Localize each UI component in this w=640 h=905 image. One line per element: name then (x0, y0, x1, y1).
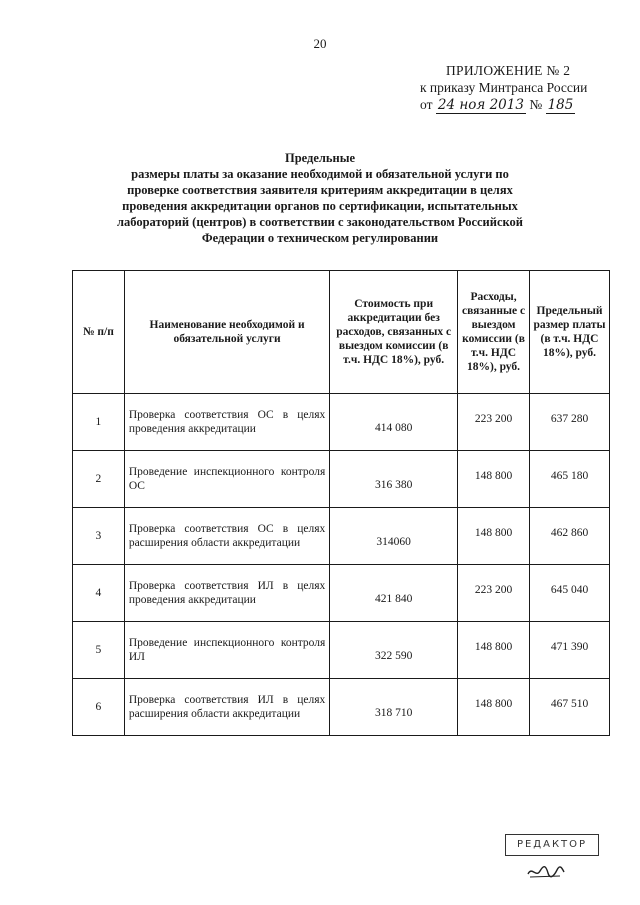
service-name: Проверка соответствия ОС в целях проведения аккредитации (124, 394, 329, 451)
service-name: Проведение инспекционного контроля ОС (124, 451, 329, 508)
travel-value: 148 800 (458, 451, 530, 508)
header-number: № п/п (73, 271, 125, 394)
service-name: Проверка соответствия ОС в целях расширения области аккредитации (124, 508, 329, 565)
service-name: Проведение инспекционного контроля ИЛ (124, 622, 329, 679)
total-value: 471 390 (530, 622, 610, 679)
heading-line: размеры платы за оказание необходимой и обязательной услуги по (131, 167, 509, 181)
total-value: 462 860 (530, 508, 610, 565)
row-number: 5 (73, 622, 125, 679)
editor-stamp: РЕДАКТОР (505, 834, 599, 856)
heading-line: проверке соответствия заявителя критериям аккредитации в целях (127, 183, 513, 197)
header-max-fee: Предельный размер платы (в т.ч. НДС 18%), руб. (530, 271, 610, 394)
heading-line: лабораторий (центров) в соответствии с законодательством Российской (117, 215, 523, 229)
cost-value: 322 590 (330, 622, 458, 679)
page-number: 20 (313, 36, 327, 51)
total-value: 465 180 (530, 451, 610, 508)
order-number-handwritten: 185 (547, 97, 574, 113)
travel-value: 223 200 (458, 394, 530, 451)
cost-value: 414 080 (330, 394, 458, 451)
table-row (73, 622, 610, 679)
cost-value: 318 710 (330, 679, 458, 736)
heading-line: Предельные (284, 151, 356, 165)
header-cost: Стоимость при аккредитации без расходов, связанных с выездом комиссии (в т.ч. НДС 18%), руб. (330, 271, 458, 394)
total-value: 645 040 (530, 565, 610, 622)
appendix-block (420, 62, 610, 114)
fees-table (72, 270, 610, 736)
order-date-handwritten: 24 ноя 2013 (437, 97, 524, 113)
total-value: 467 510 (530, 679, 610, 736)
table-row (73, 679, 610, 736)
cost-value: 421 840 (330, 565, 458, 622)
row-number: 2 (73, 451, 125, 508)
cost-value: 314060 (330, 508, 458, 565)
row-number: 3 (73, 508, 125, 565)
table-row (73, 451, 610, 508)
row-number: 6 (73, 679, 125, 736)
order-prefix: от (420, 97, 433, 112)
table-row (73, 565, 610, 622)
order-number-label: № (529, 97, 543, 112)
table-row (73, 508, 610, 565)
heading-line: Федерации о техническом регулировании (201, 231, 439, 245)
table-row (73, 394, 610, 451)
total-value: 637 280 (530, 394, 610, 451)
travel-value: 148 800 (458, 622, 530, 679)
header-travel-expenses: Расходы, связанные с выездом комиссии (в т.ч. НДС 18%), руб. (458, 271, 530, 394)
row-number: 4 (73, 565, 125, 622)
service-name: Проверка соответствия ИЛ в целях расширения области аккредитации (124, 679, 329, 736)
editor-signature (526, 862, 566, 880)
table-header-row (73, 271, 610, 394)
service-name: Проверка соответствия ИЛ в целях проведения аккредитации (124, 565, 329, 622)
row-number: 1 (73, 394, 125, 451)
appendix-title: ПРИЛОЖЕНИЕ № 2 (446, 63, 571, 78)
header-service-name: Наименование необходимой и обязательной услуги (124, 271, 329, 394)
cost-value: 316 380 (330, 451, 458, 508)
appendix-order-line (420, 96, 610, 114)
travel-value: 148 800 (458, 508, 530, 565)
heading-line: проведения аккредитации органов по сертификации, испытательных (122, 199, 518, 213)
appendix-order-ref: к приказу Минтранса России (420, 80, 588, 95)
travel-value: 148 800 (458, 679, 530, 736)
document-heading (110, 150, 530, 246)
travel-value: 223 200 (458, 565, 530, 622)
